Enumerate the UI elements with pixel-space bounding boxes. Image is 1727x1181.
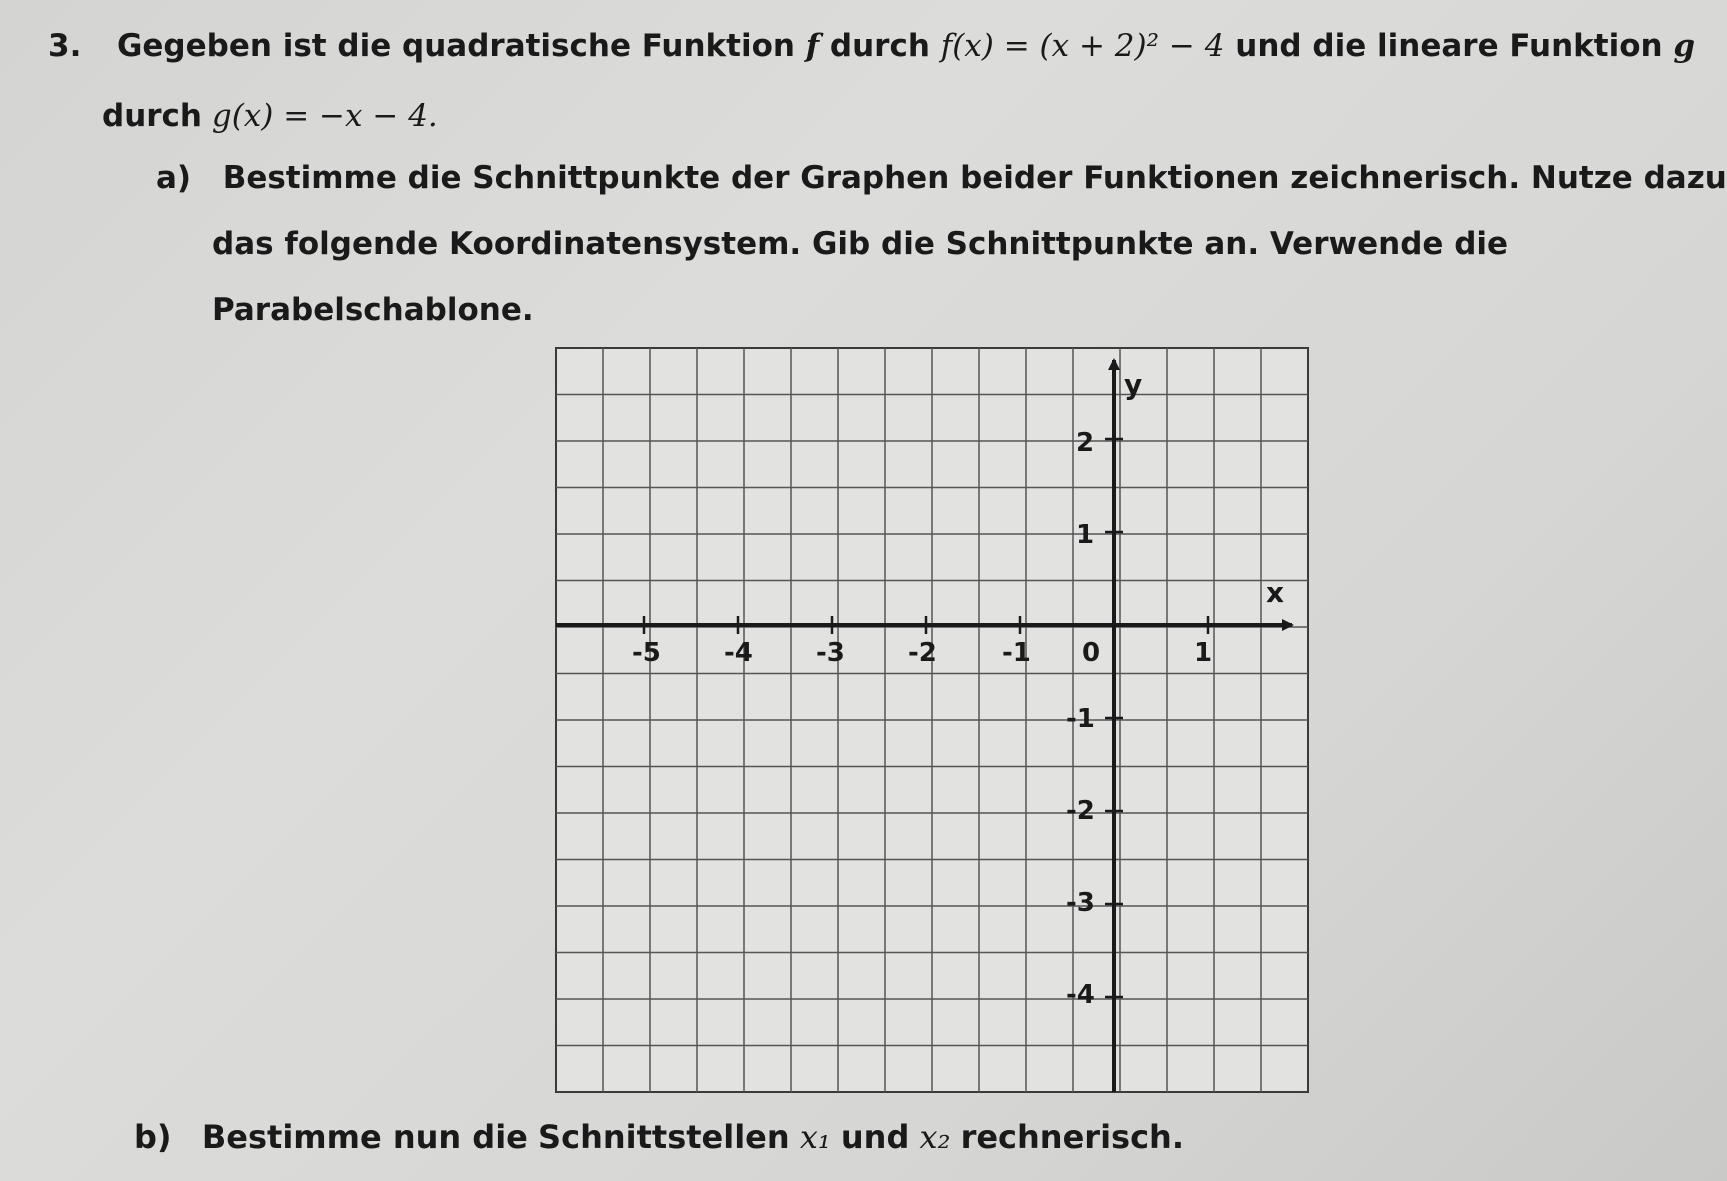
x-tick-label: -3 (816, 638, 845, 668)
task-intro-mid: durch (829, 28, 930, 64)
part-b-text-suffix: rechnerisch. (960, 1118, 1184, 1156)
g-name: g (1673, 28, 1696, 64)
y-tick-label: -1 (1066, 704, 1095, 734)
part-a-text-1: Bestimme die Schnittpunkte der Graphen beider Funktionen zeichnerisch. Nutze dazu (222, 160, 1727, 196)
x1-symbol: x₁ (799, 1118, 831, 1156)
part-b-text-bold: Schnittstellen (538, 1118, 790, 1156)
part-a-label: a) (156, 160, 192, 196)
x-tick-label: 0 (1082, 638, 1101, 668)
task-intro-suffix: und die lineare Funktion (1235, 28, 1663, 64)
part-a-text-3: Parabelschablone. (212, 292, 534, 328)
y-tick-label: 2 (1076, 428, 1095, 458)
task-intro-prefix: Gegeben ist die quadratische Funktion (116, 28, 795, 64)
g-formula: g(x) = −x − 4. (211, 98, 438, 134)
x-tick-label: -4 (724, 638, 753, 668)
f-formula: f(x) = (x + 2)² − 4 (940, 28, 1225, 64)
y-tick-label: -3 (1066, 888, 1095, 918)
task-number: 3. (48, 28, 82, 64)
x-axis-label: x (1266, 576, 1285, 609)
part-b-text-mid: und (840, 1118, 910, 1156)
x2-symbol: x₂ (919, 1118, 951, 1156)
y-axis-label: y (1124, 368, 1143, 401)
x-tick-label: -1 (1002, 638, 1031, 668)
part-b-line (134, 1118, 1184, 1156)
part-a-text-2: das folgende Koordinatensystem. Gib die Schnittpunkte an. Verwende die (212, 226, 1509, 262)
x-tick-label: -2 (908, 638, 937, 668)
x-tick-label: -5 (632, 638, 661, 668)
y-tick-label: -2 (1066, 796, 1095, 826)
x-tick-label: 1 (1194, 638, 1213, 668)
y-tick-label: -4 (1066, 980, 1095, 1010)
y-tick-label: 1 (1076, 520, 1095, 550)
task-line2-prefix: durch (102, 98, 202, 134)
f-name: f (805, 28, 820, 64)
part-b-label: b) (134, 1118, 172, 1156)
part-b-text-prefix: Bestimme nun die (201, 1118, 528, 1156)
